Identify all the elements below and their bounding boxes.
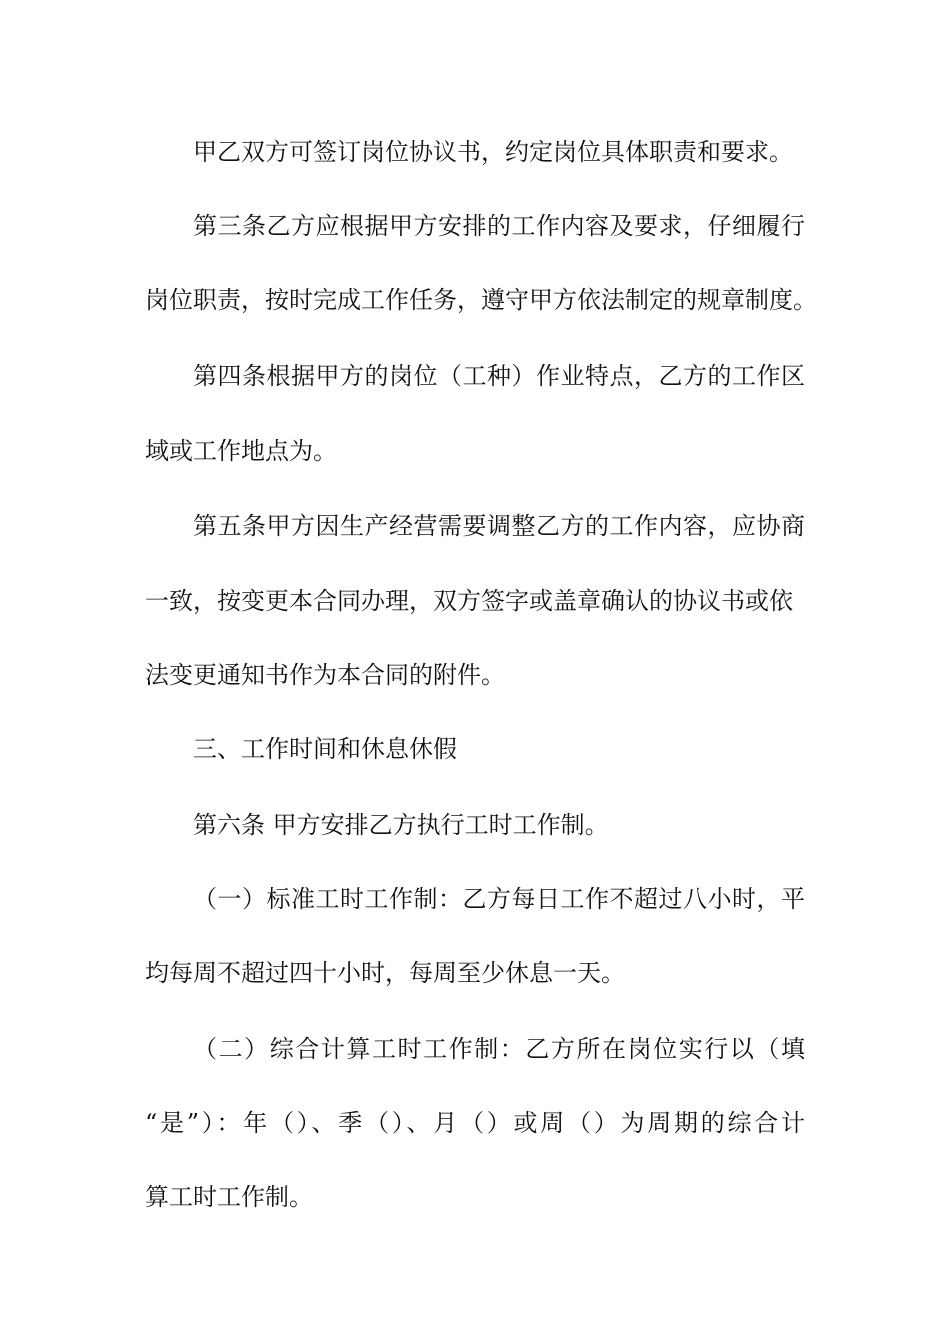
text-line-7: 一致，按变更本合同办理，双方签字或盖章确认的协议书或依 xyxy=(145,587,793,615)
text-line-4: 第四条根据甲方的岗位（工种）作业特点，乙方的工作区 xyxy=(193,362,805,390)
text-line-2: 第三条乙方应根据甲方安排的工作内容及要求，仔细履行 xyxy=(193,212,805,240)
text-line-11: （一）标准工时工作制：乙方每日工作不超过八小时，平 xyxy=(193,885,805,913)
section-heading: 三、工作时间和休息休假 xyxy=(193,735,457,763)
text-line-14: “是”）：年（）、季（）、月（）或周（）为周期的综合计 xyxy=(145,1109,805,1137)
text-line-10: 第六条 甲方安排乙方执行工时工作制。 xyxy=(193,811,609,839)
text-line-1: 甲乙双方可签订岗位协议书，约定岗位具体职责和要求。 xyxy=(193,138,793,166)
text-line-12: 均每周不超过四十小时，每周至少休息一天。 xyxy=(145,959,625,987)
text-line-8: 法变更通知书作为本合同的附件。 xyxy=(145,661,505,689)
text-line-5: 域或工作地点为。 xyxy=(145,437,337,465)
text-line-6: 第五条甲方因生产经营需要调整乙方的工作内容，应协商 xyxy=(193,512,805,540)
text-line-3: 岗位职责，按时完成工作任务，遵守甲方依法制定的规章制度。 xyxy=(145,286,817,314)
text-line-15: 算工时工作制。 xyxy=(145,1183,313,1211)
text-line-13: （二）综合计算工时工作制：乙方所在岗位实行以（填 xyxy=(193,1035,805,1063)
